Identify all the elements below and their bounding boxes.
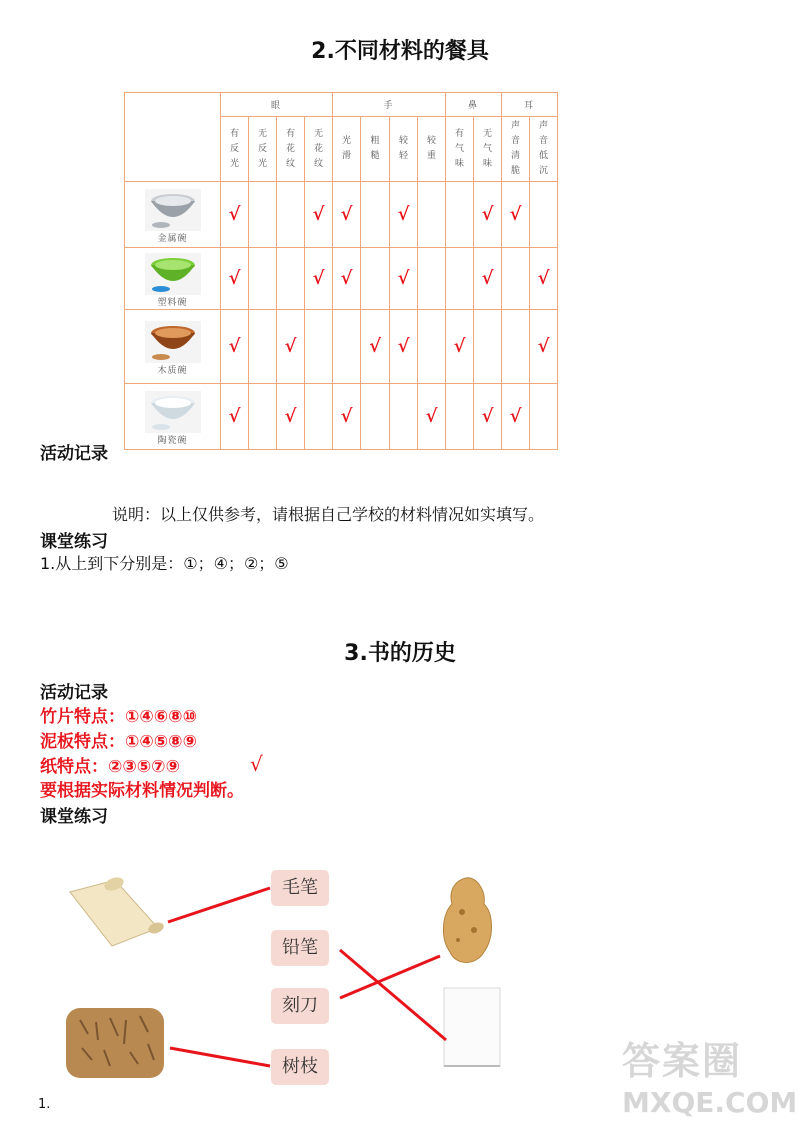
subheader-label: 有反光 — [229, 128, 239, 169]
subheader-label: 较轻 — [398, 136, 408, 161]
check-mark: √ — [537, 268, 550, 289]
bowl-name: 木质碗 — [157, 366, 188, 376]
check-mark: √ — [340, 204, 353, 225]
check-mark: √ — [481, 268, 494, 289]
check-mark: √ — [312, 204, 325, 225]
clay-tablet-image — [66, 1008, 164, 1078]
scroll-image — [70, 875, 165, 946]
bamboo-features: 竹片特点：①④⑥⑧⑩ — [40, 707, 197, 727]
check-mark: √ — [340, 268, 353, 289]
check-mark: √ — [537, 336, 550, 357]
paper-image — [444, 988, 500, 1066]
watermark-top: 答案圈 — [622, 1039, 743, 1083]
practice-label-3: 课堂练习 — [40, 807, 108, 827]
subheader-label: 无反光 — [257, 128, 267, 169]
tool-pencil: 铅笔 — [271, 930, 329, 966]
judge-note: 要根据实际材料情况判断。 — [40, 781, 244, 801]
bowl-name: 塑料碗 — [157, 298, 188, 308]
check-mark: √ — [425, 406, 438, 427]
paper-features: 纸特点：②③⑤⑦⑨ — [40, 757, 180, 777]
practice-label-2: 课堂练习 — [40, 532, 108, 552]
check-mark: √ — [228, 268, 241, 289]
check-mark: √ — [340, 406, 353, 427]
group-ear: 耳 — [502, 93, 558, 117]
subheader-label: 声音低沉 — [538, 121, 548, 176]
check-mark: √ — [228, 204, 241, 225]
check-mark: √ — [453, 336, 466, 357]
bowl-name: 金属碗 — [157, 234, 188, 244]
carved-bone-image — [443, 878, 491, 963]
subheader-label: 无气味 — [482, 128, 492, 169]
group-eye: 眼 — [221, 93, 333, 117]
clay-features: 泥板特点：①④⑤⑧⑨ — [40, 732, 197, 752]
subheader-label: 有花纹 — [285, 128, 295, 169]
subheader-label: 较重 — [426, 136, 436, 161]
activity-label-3: 活动记录 — [40, 683, 108, 703]
item-number: 1. — [38, 1097, 51, 1112]
check-mark: √ — [397, 204, 410, 225]
check-mark: √ — [312, 268, 325, 289]
check-mark: √ — [481, 406, 494, 427]
subheader-label: 声音清脆 — [510, 121, 520, 176]
subheader-label: 粗糙 — [370, 136, 380, 161]
group-hand: 手 — [333, 93, 446, 117]
subheader-label: 无花纹 — [313, 128, 323, 169]
section3-title: 3.书的历史 — [344, 641, 456, 666]
watermark-bottom: MXQE.COM — [622, 1086, 798, 1119]
section2-title: 2.不同材料的餐具 — [311, 39, 489, 64]
check-mark: √ — [397, 336, 410, 357]
practice-answer-2: 1.从上到下分别是：①；④；②；⑤ — [40, 554, 289, 573]
tool-knife: 刻刀 — [271, 988, 329, 1024]
check-mark: √ — [369, 336, 381, 357]
subheader-label: 有气味 — [454, 128, 464, 169]
group-nose: 鼻 — [446, 93, 502, 117]
check-mark: √ — [284, 336, 297, 357]
check-mark: √ — [509, 204, 522, 225]
subheader-label: 光滑 — [341, 136, 351, 161]
check-mark: √ — [397, 268, 410, 289]
bowl-name: 陶瓷碗 — [157, 436, 188, 446]
check-mark: √ — [228, 336, 241, 357]
tool-brush: 毛笔 — [271, 870, 329, 906]
tool-twig: 树枝 — [271, 1049, 329, 1085]
activity-label-2: 活动记录 — [40, 444, 108, 464]
table-note: 说明：以上仅供参考，请根据自己学校的材料情况如实填写。 — [112, 505, 545, 524]
check-mark: √ — [509, 406, 522, 427]
check-mark: √ — [284, 406, 297, 427]
check-mark: √ — [228, 406, 241, 427]
check-mark: √ — [481, 204, 494, 225]
check-mark: √ — [250, 752, 263, 776]
connector-lines — [168, 888, 446, 1066]
